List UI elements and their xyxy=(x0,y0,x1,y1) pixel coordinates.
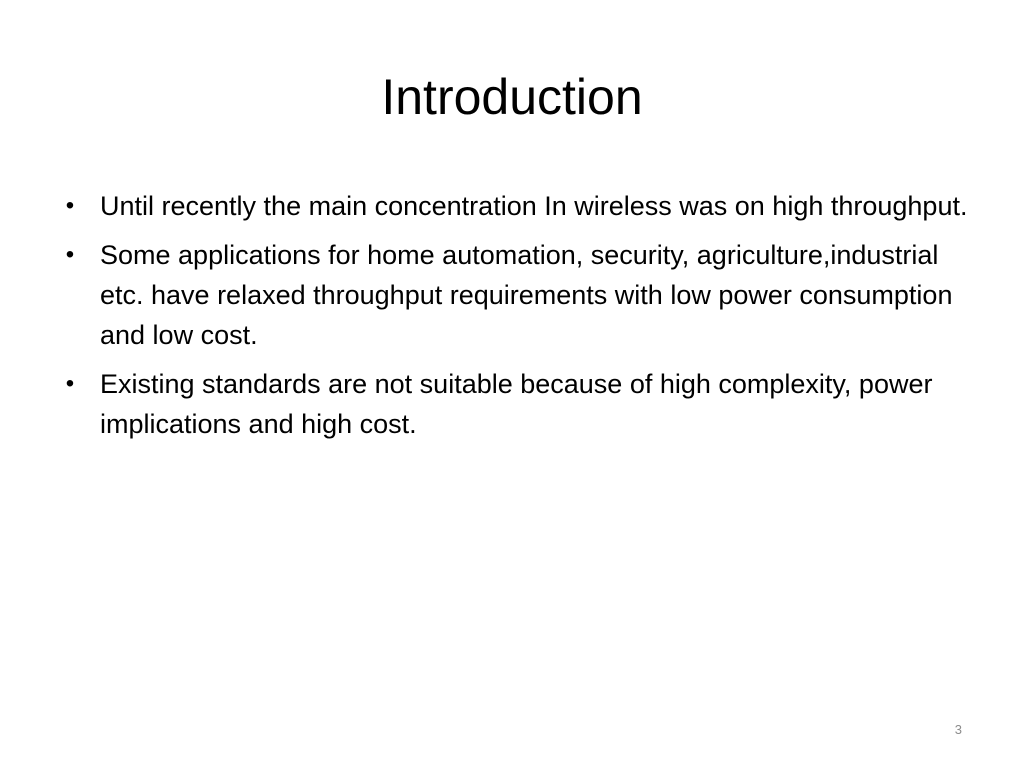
slide-title: Introduction xyxy=(381,69,643,125)
bullet-text: Some applications for home automation, security, agriculture,industrial etc. have relaxed throughput requirements with low power consumption and low cost. xyxy=(100,240,953,350)
bullet-item xyxy=(60,235,980,355)
bullet-text: Existing standards are not suitable because of high complexity, power implications and high cost. xyxy=(100,369,933,439)
bullet-item xyxy=(60,186,980,226)
bullet-marker: • xyxy=(65,370,75,397)
bullet-marker: • xyxy=(65,241,75,268)
bullet-text: Until recently the main concentration In wireless was on high throughput. xyxy=(100,191,968,221)
bullet-item xyxy=(60,364,980,444)
bullet-marker: • xyxy=(65,192,75,219)
slide-number: 3 xyxy=(954,722,962,737)
bullet-list xyxy=(60,186,980,453)
